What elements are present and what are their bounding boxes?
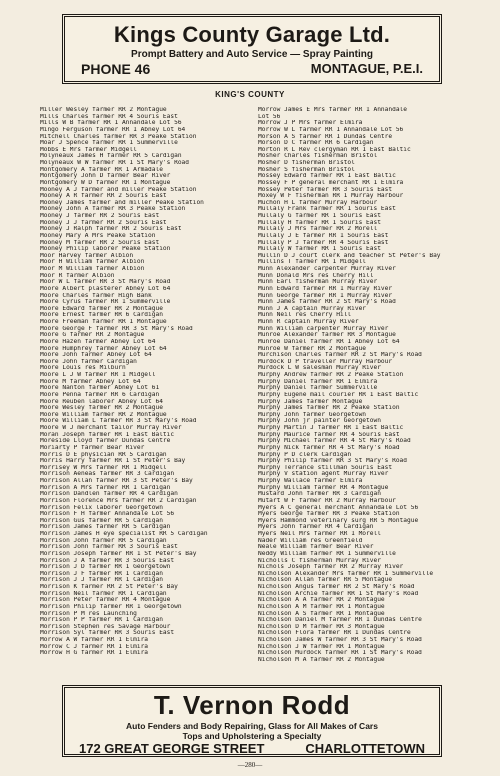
directory-entry: Neale William farmer Bear River <box>258 544 374 551</box>
directory-entry: Lot 56 <box>258 113 281 120</box>
directory-entry: Nicholson A M farmer RR 1 Montague <box>258 603 385 610</box>
business-specialty: Tops and Upholstering a Specialty <box>182 731 322 741</box>
directory-entry: Mooney John A farmer RR 3 Peake Station <box>40 206 186 213</box>
directory-entry: Moore William farmer RR 2 Montague <box>40 411 167 418</box>
directory-entry: Mullin D J court clerk and teacher St Peter's Bay <box>258 252 441 259</box>
directory-entry: Moore Reuben laborer Abney Lot 64 <box>40 398 163 405</box>
directory-entry: Nicholson Daniel M farmer RR 1 Dundas Centre <box>258 617 422 624</box>
directory-entry: Moor W L farmer RR 3 St Mary's Road <box>40 279 171 286</box>
directory-entry: Morrison J F farmer RR 1 Cardigan <box>40 570 163 577</box>
directory-entry: Moor M William farmer Albion <box>40 266 145 272</box>
directory-entry: Mutart W F farmer RR 2 Murray Harbour <box>258 497 396 504</box>
directory-entry: Morrow James E Mrs farmer RR 1 Annandale <box>258 107 408 113</box>
directory-entry: Morrison Peter farmer RR 4 Montague <box>40 597 171 604</box>
garage-location: MONTAGUE, P.E.I. <box>310 61 423 76</box>
directory-entry: Nicholson Alexander Mrs farmer RR 1 Summerville <box>258 570 434 577</box>
directory-entry: Munn George farmer RR 1 Murray River <box>258 292 393 299</box>
business-name: T. Vernon Rodd <box>153 690 351 720</box>
directory-entry: Munn J A captain Murray River <box>258 305 367 312</box>
directory-entry: Murphy Terrance stillman Souris East <box>258 464 393 471</box>
directory-entry: Mooney James farmer and miller Peake Station <box>40 199 204 206</box>
directory-entry: Moore Cyrus farmer RR 1 Summerville <box>40 299 171 306</box>
directory-entry: Nicholson J W farmer RR 1 Montague <box>258 643 385 650</box>
page-number: —280— <box>237 761 263 769</box>
directory-entry: Myers George farmer RR 3 Peake Station <box>258 511 400 518</box>
directory-entry: Mossey F P general merchant RR 1 Elmira <box>258 179 404 186</box>
directory-entry: Nicholson Flora farmer RR 1 Dundas Centre <box>258 630 411 637</box>
garage-name: Kings County Garage Ltd. <box>113 22 391 47</box>
directory-entry: Nader William res Greenfield <box>258 537 363 544</box>
directory-entry: Munn William carpenter Murray River <box>258 325 389 332</box>
directory-entry: Morrison K farmer RR 2 St Peter's Bay <box>40 584 178 590</box>
garage-contact-row <box>65 61 439 77</box>
directory-entry: Murphy Martin J farmer RR 1 East Baltic <box>258 425 404 431</box>
garage-phone: PHONE 46 <box>81 61 151 77</box>
directory-entry: Moore W J merchant tailor Murray River <box>40 425 182 431</box>
directory-entry: Moore Freeman farmer RR 1 Montague <box>40 319 167 325</box>
directory-entry: Neddy William farmer RR 1 Summerville <box>258 550 396 557</box>
directory-entry: Mobbs E Mrs farmer Midgell <box>40 146 137 153</box>
directory-entry: Murphy Eugene mail courier RR 1 East Baltic <box>258 391 419 398</box>
directory-entry: Morrisey W Mrs farmer RR 1 Midgell <box>40 464 167 471</box>
directory-entry: Morrison Felix laborer Georgetown <box>40 504 163 511</box>
directory-entry: Mooney J J farmer RR 2 Souris East <box>40 219 167 226</box>
directory-entry: Morrow C J farmer RR 1 Elmira <box>40 643 149 650</box>
directory-entry: Mills Charles farmer RR 4 Souris East <box>40 113 178 120</box>
directory-entry: Munroe W farmer RR 2 Montague <box>258 345 367 352</box>
directory-entry: Mullaly W farmer RR 1 Souris East <box>258 246 381 253</box>
directory-column-right <box>258 107 476 682</box>
bottom-advertisement <box>62 685 442 757</box>
business-address: 172 GREAT GEORGE STREET <box>79 741 265 756</box>
directory-entry: Murphy P D clerk Cardigan <box>258 451 352 458</box>
directory-entry: Muchon H L farmer Murray Harbour <box>258 199 378 206</box>
directory-entry: Murphy William farmer RR 4 Montague <box>258 484 389 491</box>
directory-entry: Murphy V station agent Murray River <box>258 471 389 478</box>
directory-entry: Murphy Philip farmer RR 3 St Mary's Road <box>258 458 408 465</box>
directory-entry: Munn Edward farmer RR 1 Murray River <box>258 285 393 292</box>
directory-entry: Nicholson Angus farmer RR 2 St Mary's Road <box>258 584 415 590</box>
directory-entry: Morson A S farmer RR 1 Dundas Centre <box>258 133 393 140</box>
directory-entry: Moore John farmer Abney Lot 64 <box>40 352 152 359</box>
directory-entry: Murphy John jr painter Georgetown <box>258 418 381 425</box>
directory-entry: Morrison P M res Launching <box>40 610 137 617</box>
directory-entry: Nicholls C fisherman Murray River <box>258 557 381 564</box>
directory-entry: Moore John farmer Cardigan <box>40 358 137 365</box>
directory-entry: Munn Donald Mrs res Cherry Hill <box>258 272 374 279</box>
directory-entry: Moar J Spence farmer RR 1 Summerville <box>40 140 178 147</box>
directory-entry: Munn James farmer RR 2 St Mary's Road <box>258 299 396 306</box>
directory-column-left <box>40 107 250 682</box>
directory-entry: Morrison Florence Mrs farmer RR 2 Cardigan <box>40 497 197 504</box>
directory-entry: Mosher D fisherman Bristol <box>258 160 355 166</box>
directory-entry: Morrison James H eye specialist RR 5 Cardigan <box>40 531 208 537</box>
directory-entry: Munroe Daniel farmer RR 1 Abney Lot 64 <box>258 338 400 345</box>
directory-entry: Montgomery W D farmer RR 1 Montague <box>40 179 171 186</box>
directory-entry: Morrison Syl farmer RR 3 Souris East <box>40 630 175 637</box>
directory-entry: Mooney Philip laborer Peake Station <box>40 246 171 253</box>
directory-entry: Murphy Maurice farmer RR 4 Souris East <box>258 431 400 438</box>
directory-entry: Moore Albert plasterer Abney Lot 64 <box>40 285 171 292</box>
directory-entry: Nicholson James W farmer RR 3 St Mary's Road <box>258 637 422 643</box>
top-advertisement <box>62 14 442 84</box>
directory-entry: Mooney A R farmer RR 2 Souris East <box>40 193 167 200</box>
directory-entry: Montgomery A farmer RR 1 Armadale <box>40 166 163 173</box>
directory-entry: Morris Harry farmer RR 1 St Peter's Bay <box>40 458 186 465</box>
directory-entry: Morrison Neil farmer RR 1 Cardigan <box>40 590 167 597</box>
directory-entry: Moreside Lloyd farmer Dundas Centre <box>40 438 171 445</box>
directory-entry: Moor Harvey farmer Albion <box>40 252 134 259</box>
directory-entry: Morrison Stephen res Savage Harbour <box>40 623 171 630</box>
business-services: Auto Fenders and Body Repairing, Glass for All Makes of Cars <box>126 721 378 731</box>
directory-entry: Moore William L farmer RR 3 St Mary's Road <box>40 418 197 425</box>
section-title: KING'S COUNTY <box>215 90 285 99</box>
directory-entry: Myers Neil Mrs farmer RR 1 Morell <box>258 531 381 537</box>
directory-entry: Moran Joseph farmer RR 1 East Baltic <box>40 431 175 438</box>
directory-entry: Myers John farmer RR 4 Cardigan <box>258 524 374 531</box>
directory-entry: Murphy John farmer Georgetown <box>258 411 367 418</box>
directory-entry: Molyneaux James H farmer RR 5 Cardigan <box>40 153 182 160</box>
garage-services: Prompt Battery and Auto Service — Spray Painting <box>131 49 373 60</box>
directory-entry: Moore G farmer RR 2 Montague <box>40 332 145 339</box>
directory-entry: Moor H William farmer Albion <box>40 259 145 266</box>
directory-entry: Munn Alexander carpenter Murray River <box>258 266 396 272</box>
directory-entry: Morrison F H farmer Annandale Lot 56 <box>40 511 175 518</box>
directory-entry: Mooney J Ralph farmer RR 2 Souris East <box>40 226 182 233</box>
directory-entry: Munn R captain Murray River <box>258 319 359 325</box>
directory-entry: Morrison P P farmer RR 1 Cardigan <box>40 617 163 624</box>
directory-entry: Murphy Wallace farmer Elmira <box>258 478 363 484</box>
directory-entry: Moore Edward farmer RR 2 Montague <box>40 305 163 312</box>
directory-entry: Murdock D P traveller Murray Harbour <box>258 358 393 365</box>
directory-entry: Murphy James farmer RR 2 Peake Station <box>258 405 400 412</box>
directory-entry: Mooney A J farmer and miller Peake Station <box>40 186 197 193</box>
directory-entry: Mullaly G farmer RR 1 Souris East <box>258 213 381 219</box>
directory-entry: Mustard John farmer RR 3 Cardigan <box>258 491 381 498</box>
directory-entry: Murphy Daniel farmer Summerville <box>258 385 378 392</box>
directory-entry: Morris D E physician RR 5 Cardigan <box>40 451 167 458</box>
directory-entry: Morrison Joseph farmer RR 1 St Peter's Bay <box>40 550 197 557</box>
directory-entry: Morrison John farmer RR 5 Cardigan <box>40 537 167 544</box>
directory-entry: Murchison Charles farmer RR 2 St Mary's Road <box>258 352 422 359</box>
directory-entry: Nicholson M A farmer RR 2 Montague <box>258 656 385 663</box>
directory-entry: Montgomery John D farmer Bear River <box>40 173 171 180</box>
directory-entry: Murphy Nick farmer RR 4 St Mary's Road <box>258 444 400 451</box>
directory-entry: Moore George F farmer RR 3 St Mary's Road <box>40 325 193 332</box>
directory-entry: Morrison Allan farmer RR 3 St Peter's Bay <box>40 478 193 484</box>
directory-entry: Mooney Mary A Mrs Peake Station <box>40 232 156 239</box>
directory-entry: Moore Charles farmer High Bank <box>40 292 152 299</box>
directory-entry: Moore L J W farmer RR 1 Midgell <box>40 372 156 378</box>
directory-entry: Miller Wesley farmer RR 2 Montague <box>40 107 167 113</box>
directory-entry: Molyneaux W W farmer RR 1 St Mary's Road <box>40 160 190 166</box>
directory-entry: Morrow H G farmer RR 1 Elmira <box>40 650 149 657</box>
directory-entry: Mooney M farmer RR 2 Souris East <box>40 239 160 246</box>
directory-entry: Morrison J A farmer RR 3 Souris East <box>40 557 175 564</box>
business-city: CHARLOTTETOWN <box>305 741 425 756</box>
directory-entry: Moxey W F fisherman RR 1 Murray Harbour <box>258 193 404 200</box>
directory-entry: Morton R L Rev clergyman RR 1 East Baltic <box>258 146 411 153</box>
directory-entry: Morrison Dandlen farmer RR 4 Cardigan <box>40 491 178 498</box>
directory-entry: Mossey Peter farmer RR 3 Souris East <box>258 186 393 193</box>
directory-entry: Mullaly J Mrs farmer RR 2 Morell <box>258 226 378 233</box>
directory-entry: Munroe Alexander farmer RR 3 Montague <box>258 332 396 339</box>
directory-entry: Murdock L W salesman Murray River <box>258 365 381 372</box>
directory-entry: Morrison Aeneas farmer RR 3 Cardigan <box>40 471 175 478</box>
directory-entry: Morrison A Mrs farmer RR 1 Cardigan <box>40 484 171 491</box>
directory-entry: Mullaly P J farmer RR 4 Souris East <box>258 239 389 246</box>
directory-entry: Mosher S fisherman Bristol <box>258 166 355 173</box>
directory-entry: Nicholson A S farmer RR 1 Montague <box>258 610 385 617</box>
directory-entry: Nicholson Murdock farmer RR 1 St Mary's Road <box>258 650 422 657</box>
directory-entry: Nichols Joseph farmer RR 2 Murray River <box>258 564 404 571</box>
directory-entry: Morrison James farmer RR 5 Cardigan <box>40 524 171 531</box>
directory-entry: Mullaly J E farmer RR 1 Souris East <box>258 232 389 239</box>
directory-entry: Mossey Edward farmer RR 1 East Baltic <box>258 173 396 180</box>
directory-entry: Morrow A W farmer RR 1 Elmira <box>40 637 149 643</box>
directory-entry: Munn Neil res Cherry Hill <box>258 312 352 319</box>
directory-entry: Nicholson D M farmer RR 3 Montague <box>258 623 385 630</box>
directory-entry: Moore Penna farmer RR 6 Cardigan <box>40 391 160 398</box>
directory-entry: Moore Nanton farmer Abney Lot 61 <box>40 385 160 392</box>
directory-entry: Morrow W L farmer RR 1 Annandale Lot 56 <box>258 126 404 133</box>
directory-entry: Murphy James farmer Montague <box>258 398 363 405</box>
directory-entry: Morrison J D farmer RR 1 Georgetown <box>40 564 171 571</box>
directory-entry: Moore Wesley farmer RR 2 Montague <box>40 405 163 412</box>
directory-entry: Moore Louis res Milburn <box>40 365 126 372</box>
directory-entry: Morrison J J farmer RR 1 Cardigan <box>40 577 163 584</box>
directory-entry: Murphy Daniel farmer RR 1 Elmira <box>258 378 378 385</box>
directory-entry: Mullaly H farmer RR 1 Souris East <box>258 219 381 226</box>
directory-entry: Moore M farmer Abney Lot 64 <box>40 378 141 385</box>
directory-entry: Nicholson Archie farmer RR 1 St Mary's Road <box>258 590 419 597</box>
directory-entry: Mosher Charles fisherman Bristol <box>258 153 378 160</box>
directory-entry: Moor R farmer Albion <box>40 272 115 279</box>
directory-entry: Morrison John farmer RR 3 Souris East <box>40 544 178 551</box>
directory-entry: Nicholson A A farmer RR 2 Montague <box>258 597 385 604</box>
directory-entry: Moore Hazen farmer Abney Lot 64 <box>40 338 156 345</box>
directory-entry: Murphy Andrew farmer RR 2 Peake Station <box>258 372 404 378</box>
directory-entry: Morrow J P Mrs farmer Elmira <box>258 120 363 127</box>
directory-entry: Mullaly Frank farmer RR 1 Souris East <box>258 206 396 213</box>
directory-entry: Moore Humphrey farmer Abney Lot 64 <box>40 345 167 352</box>
directory-entry: Mills W B farmer RR 1 Annandale Lot 56 <box>40 120 182 127</box>
directory-entry: Mooney J farmer RR 2 Souris East <box>40 213 160 219</box>
directory-entry: Munn Earl fisherman Murray River <box>258 279 378 286</box>
directory-entry: Myers Hammond veterinary surg RR 5 Montague <box>258 517 419 524</box>
directory-entry: Mitchell Charles farmer RR 3 Peake Station <box>40 133 197 140</box>
business-address-row <box>65 741 439 756</box>
directory-entry: Morson D C farmer RR 6 Cardigan <box>258 140 374 147</box>
directory-entry: Moore Ernest farmer RR 6 Cardigan <box>40 312 163 319</box>
directory-entry: Moriarty P farmer Bear River <box>40 444 145 451</box>
directory-entry: Morrison Gus farmer RR 5 Cardigan <box>40 517 163 524</box>
directory-entry: Mingo Ferguson farmer RR 1 Abney Lot 64 <box>40 126 186 133</box>
directory-entry: Murphy Michael farmer RR 4 St Mary's Road <box>258 438 411 445</box>
directory-entry: Myers A C general merchant Annandale Lot 56 <box>258 504 419 511</box>
directory-entry: Morrison Philip farmer RR 1 Georgetown <box>40 603 182 610</box>
directory-entry: Mullins T farmer RR 1 Midgell <box>258 259 367 266</box>
directory-entry: Nicholson Allan farmer RR 5 Montague <box>258 577 393 584</box>
